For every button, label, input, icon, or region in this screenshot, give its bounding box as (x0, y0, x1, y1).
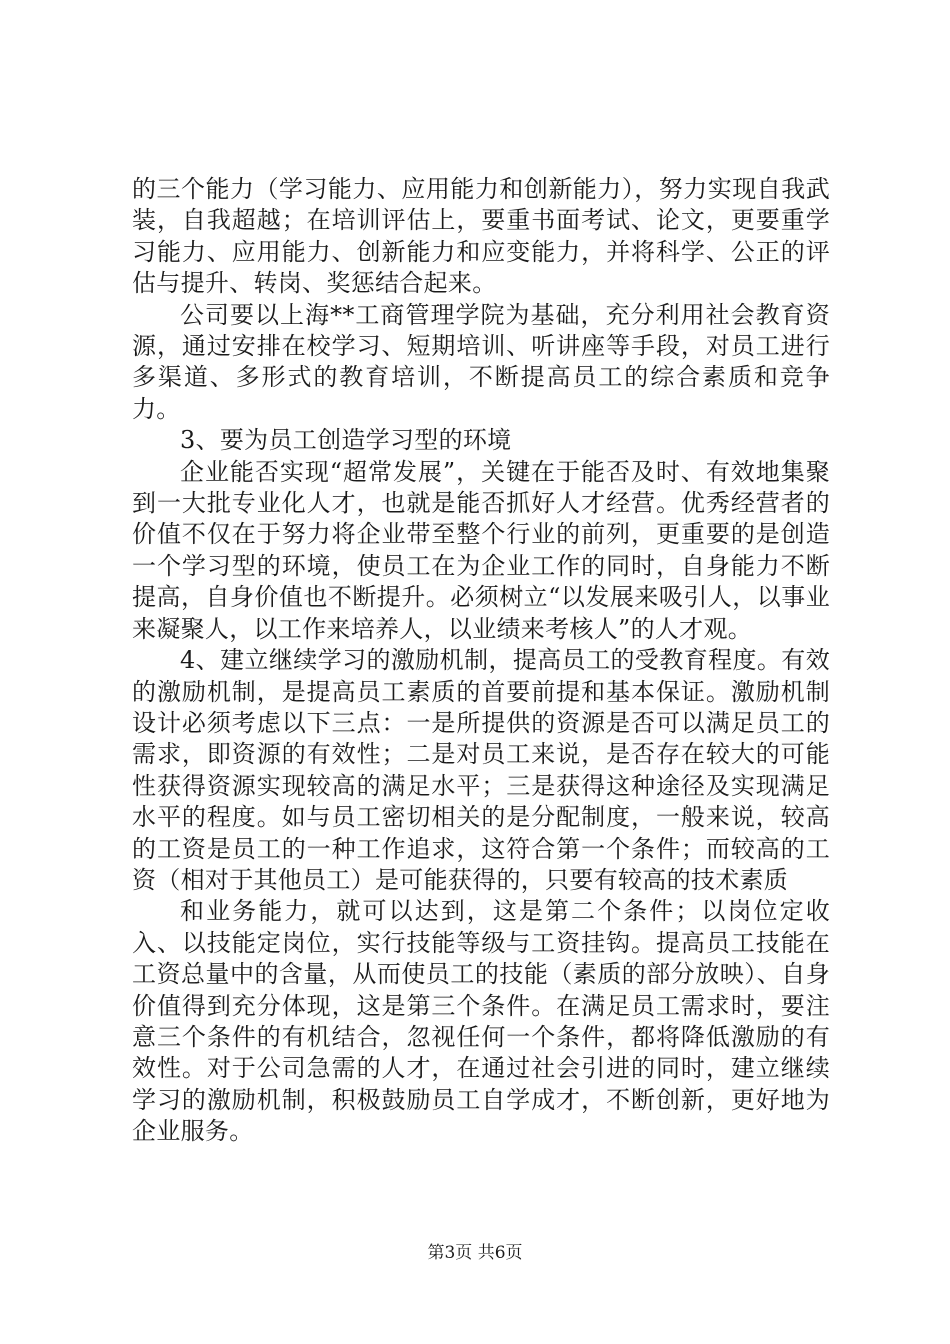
section-heading-3: 3、要为员工创造学习型的环境 (180, 426, 512, 455)
document-body (132, 174, 830, 1148)
paragraph-4: 4、建立继续学习的激励机制，提高员工的受教育程度。有效的激励机制，是提高员工素质的首要前提和基本保证。激励机制设计必须考虑以下三点：一是所提供的资源是否可以满足员工的需求，即资源的有效性；二是对员工来说，是否存在较大的可能性获得资源实现较高的满足水平；三是获得这种途径及实现满足水平的程度。如与员工密切相关的是分配制度，一般来说，较高的工资是员工的一种工作追求，这符合第一个条件；而较高的工资（相对于其他员工）是可能获得的，只要有较高的技术素质 (132, 646, 830, 894)
page-number-footer: 第3页 共6页 (427, 1243, 523, 1263)
paragraph-3: 企业能否实现“超常发展”，关键在于能否及时、有效地集聚到一大批专业化人才，也就是能否抓好人才经营。优秀经营者的价值不仅在于努力将企业带至整个行业的前列，更重要的是创造一个学习型的环境，使员工在为企业工作的同时，自身能力不断提高，自身价值也不断提升。必须树立“以发展来吸引人，以事业来凝聚人，以工作来培养人，以业绩来考核人”的人才观。 (132, 457, 830, 643)
paragraph-1: 的三个能力（学习能力、应用能力和创新能力），努力实现自我武装，自我超越；在培训评估上，要重书面考试、论文，更要重学习能力、应用能力、创新能力和应变能力，并将科学、公正的评估与提升、转岗、奖惩结合起来。 (132, 175, 830, 298)
paragraph-5: 和业务能力，就可以达到，这是第二个条件；以岗位定收入、以技能定岗位，实行技能等级与工资挂钩。提高员工技能在工资总量中的含量，从而使员工的技能（素质的部分放映）、自身价值得到充分体现，这是第三个条件。在满足员工需求时，要注意三个条件的有机结合，忽视任何一个条件，都将降低激励的有效性。对于公司急需的人才，在通过社会引进的同时，建立继续学习的激励机制，积极鼓励员工自学成才，不断创新，更好地为企业服务。 (132, 897, 830, 1146)
paragraph-2: 公司要以上海**工商管理学院为基础，充分利用社会教育资源，通过安排在校学习、短期培训、听讲座等手段，对员工进行多渠道、多形式的教育培训，不断提高员工的综合素质和竞争力。 (132, 300, 830, 423)
